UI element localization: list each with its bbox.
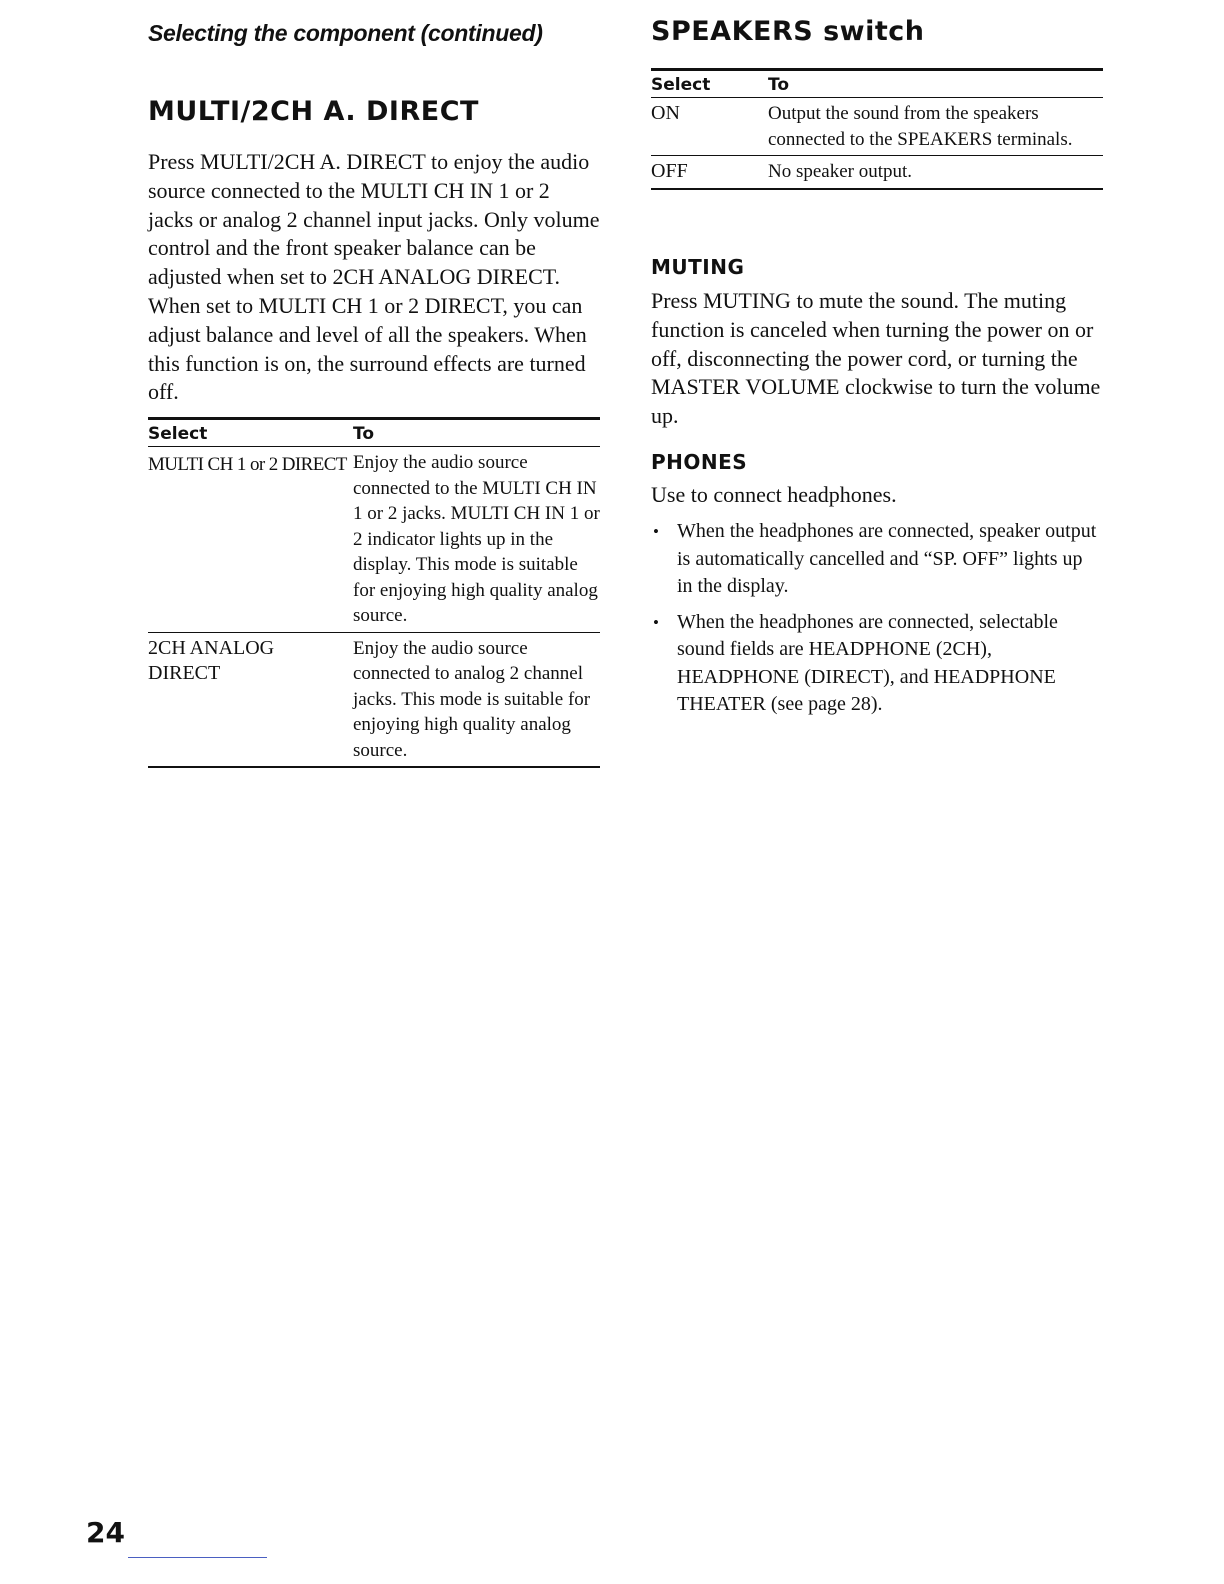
row-to-cell: Enjoy the audio source connected to analog 2 channel jacks. This mode is suitable for enjoying high quality analog source. — [353, 637, 591, 761]
column-header-select: Select — [651, 70, 768, 98]
phones-intro: Use to connect headphones. — [651, 482, 897, 507]
row-select-cell: OFF — [651, 160, 688, 182]
list-item: • When the headphones are connected, selectable sound fields are HEADPHONE (2CH), HEADPHONE (DIRECT), and HEADPHONE THEATER (see page 28). — [651, 609, 1103, 719]
row-to-cell: No speaker output. — [768, 161, 913, 182]
speakers-switch-title: SPEAKERS switch — [651, 16, 925, 47]
row-select-cell: 2CH ANALOG DIRECT — [148, 636, 275, 684]
table-row — [148, 632, 600, 767]
muting-title: MUTING — [651, 255, 745, 279]
multi-2ch-table — [148, 417, 600, 768]
table-row — [651, 156, 1103, 189]
phones-bullet-list — [651, 518, 1103, 727]
row-select-cell: ON — [651, 98, 768, 156]
row-select-cell: MULTI CH 1 or 2 DIRECT — [148, 447, 353, 633]
row-to-cell: Output the sound from the speakers connected to the SPEAKERS terminals. — [768, 98, 1103, 156]
table-header-row — [651, 70, 1103, 98]
column-header-to: To — [768, 70, 1103, 98]
footer-rule — [128, 1557, 267, 1558]
phones-title: PHONES — [651, 450, 748, 474]
running-head: Selecting the component (continued) — [148, 20, 543, 46]
row-to-cell: Enjoy the audio source connected to the MULTI CH IN 1 or 2 jacks. MULTI CH IN 1 or 2 indicator lights up in the display. This mode is suitable for enjoying high quality analog source. — [353, 447, 600, 633]
table-row — [651, 98, 1103, 156]
table-row — [148, 447, 600, 633]
muting-paragraph: Press MUTING to mute the sound. The muting function is canceled when turning the power on or off, disconnecting the power cord, or turning the MASTER VOLUME clockwise to turn the volume up. — [651, 288, 1101, 429]
column-header-select: Select — [148, 419, 353, 447]
list-item: • When the headphones are connected, speaker output is automatically cancelled and “SP. OFF” lights up in the display. — [651, 518, 1103, 601]
column-header-to: To — [353, 419, 600, 447]
speakers-table — [651, 68, 1103, 190]
multi-2ch-title: MULTI/2CH A. DIRECT — [148, 96, 479, 127]
multi-2ch-paragraph: Press MULTI/2CH A. DIRECT to enjoy the audio source connected to the MULTI CH IN 1 or 2 jacks or analog 2 channel input jacks. Only volume control and the front speaker balance can be adjusted when set to 2CH ANALOG DIRECT. When set to MULTI CH 1 or 2 DIRECT, you can adjust balance and level of all the speakers. When this function is on, the surround effects are turned off. — [148, 149, 600, 405]
page-number: 24 — [86, 1516, 125, 1549]
table-header-row — [148, 419, 600, 447]
